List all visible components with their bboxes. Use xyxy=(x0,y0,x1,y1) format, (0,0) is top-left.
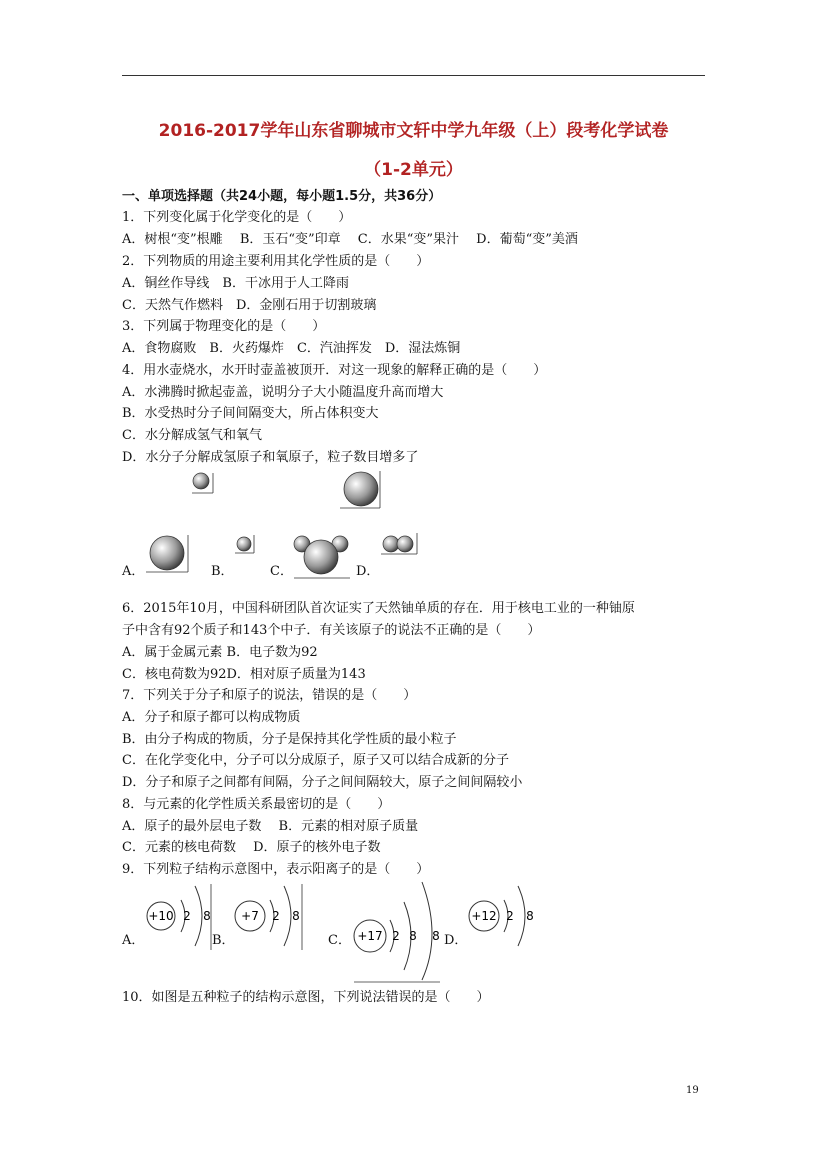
q5-option-a-oxygen-atom-icon xyxy=(144,534,194,576)
q9-option-d-atom-diagram xyxy=(466,880,538,952)
q9-option-b-atom-diagram xyxy=(232,880,304,952)
q5-option-c-water-molecule-icon xyxy=(290,532,354,580)
question-10: 10．如图是五种粒子的结构示意图，下列说法错误的是（ ） xyxy=(122,990,490,1005)
question-2-options-ab: A．铜丝作导线 B．干冰用于人工降雨 xyxy=(122,276,349,291)
question-4-option-d: D．水分子分解成氢原子和氧原子，粒子数目增多了 xyxy=(122,450,419,465)
q9-b-shell-2: 8 xyxy=(292,909,300,923)
q9-option-c-label: C． xyxy=(328,933,351,948)
hydrogen-atom-icon xyxy=(188,470,218,496)
q9-a-shell-2: 8 xyxy=(203,909,211,923)
question-7: 7．下列关于分子和原子的说法，错误的是（ ） xyxy=(122,688,417,703)
q9-option-d-label: D． xyxy=(444,933,468,948)
exam-subtitle: （1-2单元） xyxy=(364,160,463,180)
q5-option-a-label: A． xyxy=(122,564,145,579)
q5-option-d-label: D． xyxy=(356,564,380,579)
question-4-option-c: C．水分解成氢气和氧气 xyxy=(122,428,262,443)
question-6-cont: 子中含有92个质子和143个中子．有关该原子的说法不正确的是（ ） xyxy=(122,623,541,638)
question-4-option-b: B．水受热时分子间间隔变大，所占体积变大 xyxy=(122,406,379,421)
question-7-option-d: D．分子和原子之间都有间隔，分子之间间隔较大，原子之间间隔较小 xyxy=(122,775,523,790)
question-4-option-a: A．水沸腾时掀起壶盖，说明分子大小随温度升高而增大 xyxy=(122,385,444,400)
q9-option-a-atom-diagram xyxy=(145,880,213,952)
question-4: 4．用水壶烧水，水开时壶盖被顶开．对这一现象的解释正确的是（ ） xyxy=(122,363,547,378)
q9-d-shell-1: 2 xyxy=(506,909,514,923)
q9-option-c-atom-diagram xyxy=(352,872,442,984)
section-heading: 一、单项选择题（共24小题，每小题1.5分，共36分） xyxy=(122,189,442,204)
q9-a-nucleus: +10 xyxy=(148,909,174,923)
q5-option-c-label: C． xyxy=(270,564,293,579)
question-3: 3．下列属于物理变化的是（ ） xyxy=(122,319,326,334)
question-6-options-ab: A．属于金属元素 B．电子数为92 xyxy=(122,645,318,660)
q9-b-shell-1: 2 xyxy=(272,909,280,923)
page-number: 19 xyxy=(686,1085,699,1096)
question-7-option-a: A．分子和原子都可以构成物质 xyxy=(122,710,301,725)
exam-title: 2016-2017学年山东省聊城市文轩中学九年级（上）段考化学试卷 xyxy=(158,121,669,141)
q5-option-b-hydrogen-atom-icon xyxy=(234,534,258,556)
q9-d-nucleus: +12 xyxy=(471,909,497,923)
q9-c-shell-2: 8 xyxy=(409,929,417,943)
question-2-options-cd: C．天然气作燃料 D．金刚石用于切割玻璃 xyxy=(122,298,377,313)
q9-b-nucleus: +7 xyxy=(241,909,259,923)
question-8-options-cd: C．元素的核电荷数 D．原子的核外电子数 xyxy=(122,840,381,855)
q9-option-b-label: B． xyxy=(212,933,235,948)
q9-c-nucleus: +17 xyxy=(357,929,383,943)
question-8-options-ab: A．原子的最外层电子数 B．元素的相对原子质量 xyxy=(122,819,419,834)
header-rule xyxy=(122,75,705,76)
q5-option-d-hydrogen-molecule-icon xyxy=(380,532,420,558)
question-6-options-cd: C．核电荷数为92D．相对原子质量为143 xyxy=(122,667,366,682)
q9-a-shell-1: 2 xyxy=(183,909,191,923)
question-3-options: A．食物腐败 B．火药爆炸 C．汽油挥发 D．湿法炼铜 xyxy=(122,341,461,356)
question-1-options: A．树根“变”根雕 B．玉石“变”印章 C．水果“变”果汁 D．葡萄“变”美酒 xyxy=(122,232,578,247)
q5-option-b-label: B． xyxy=(211,564,234,579)
question-9: 9．下列粒子结构示意图中，表示阳离子的是（ ） xyxy=(122,862,430,877)
q9-c-shell-1: 2 xyxy=(392,929,400,943)
oxygen-atom-icon xyxy=(338,470,384,510)
question-7-option-c: C．在化学变化中，分子可以分成原子，原子又可以结合成新的分子 xyxy=(122,753,509,768)
question-2: 2．下列物质的用途主要利用其化学性质的是（ ） xyxy=(122,254,430,269)
q9-d-shell-2: 8 xyxy=(526,909,534,923)
q9-option-a-label: A． xyxy=(122,933,145,948)
question-1: 1．下列变化属于化学变化的是（ ） xyxy=(122,210,352,225)
question-7-option-b: B．由分子构成的物质，分子是保持其化学性质的最小粒子 xyxy=(122,732,457,747)
q9-c-shell-3: 8 xyxy=(432,929,440,943)
question-8: 8．与元素的化学性质关系最密切的是（ ） xyxy=(122,797,391,812)
question-6: 6．2015年10月，中国科研团队首次证实了天然铀单质的存在．用于核电工业的一种铀原 xyxy=(122,601,635,616)
